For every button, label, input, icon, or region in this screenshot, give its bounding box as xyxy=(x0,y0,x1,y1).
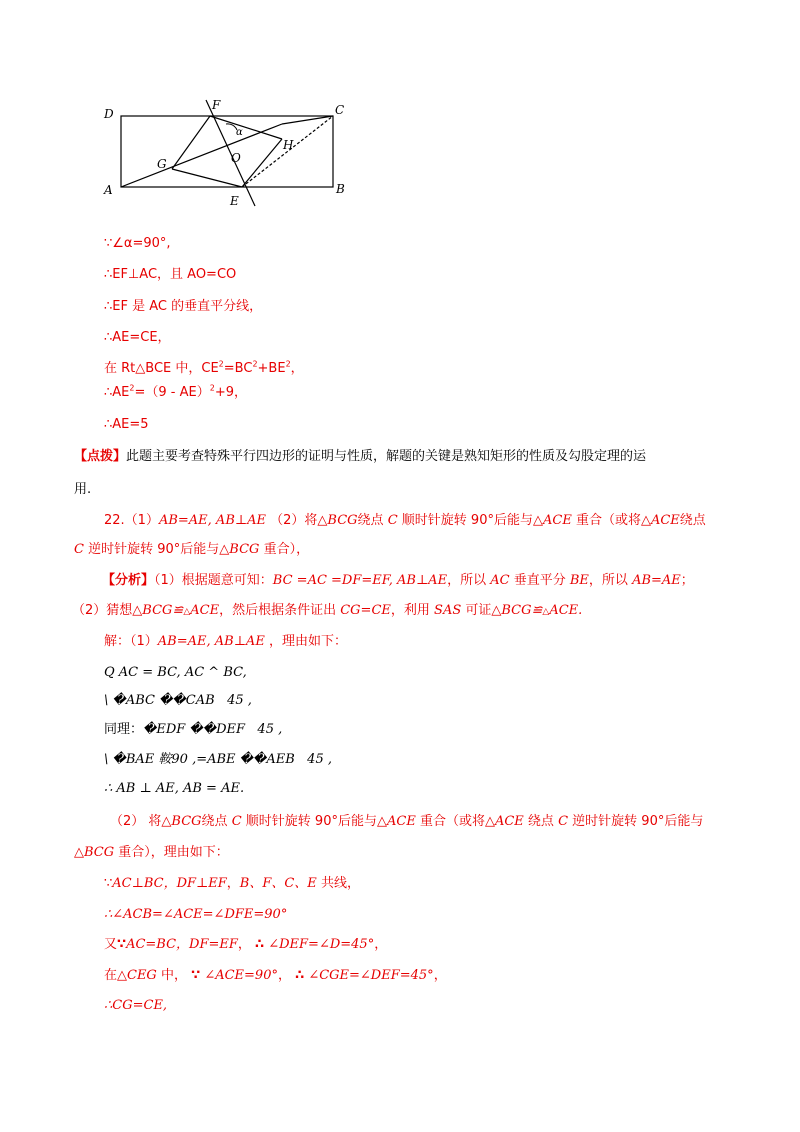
reason-line: ∴∠ACB=∠ACE=∠DFE=90° xyxy=(104,907,288,922)
text-line: $\therefore AE^2=(9 - AE)^2+9$， xyxy=(104,383,247,400)
text-line: ∴EF 是 AC 的垂直平分线， xyxy=(104,299,263,314)
label-g: G xyxy=(157,157,167,171)
reason-line: ∵AC⊥BC，DF⊥EF，B、F、C、E 共线， xyxy=(104,876,360,891)
question-22-line-2: C 逆时针旋转 90°后能与△BCG 重合）， xyxy=(74,542,310,557)
reason-line: 又∵AC=BC，DF=EF， ∴ ∠DEF=∠D=45°， xyxy=(104,937,388,952)
question-22-line: 22.（1）AB=AE, AB⊥AE （2）将△BCG绕点 C 顺时针旋转 90°后能与△ACE 重合（或将△ACE绕点 xyxy=(104,513,706,528)
tip-line: 【点拨】此题主要考查特殊平行四边形的证明与性质，解题的关键是熟知矩形的性质及勾股定理的运 xyxy=(74,449,647,464)
label-b: B xyxy=(336,182,345,196)
reason-line: 在△CEG 中， ∵ ∠ACE=90°， ∴ ∠CGE=∠DEF=45°， xyxy=(104,968,447,983)
diagonal-ac-tail xyxy=(282,116,333,124)
text-line: ∴EF⊥AC，且 AO=CO xyxy=(104,267,237,282)
label-alpha: α xyxy=(236,127,243,138)
analysis-line-2: （2）猜想△BCG≌△ACE，然后根据条件证出 CG=CE，利用 SAS 可证△BCG≌△ACE. xyxy=(72,603,583,618)
math-line: ∴ AB ⊥ AE, AB = AE. xyxy=(104,781,245,796)
text-line: ∴AE=5 xyxy=(104,417,149,432)
text-line: ∵∠α=90°, xyxy=(104,236,171,251)
diagonal-ac xyxy=(121,124,282,187)
geometry-figure xyxy=(100,96,360,210)
tip-line-end: 用. xyxy=(74,482,92,497)
reason-line: ∴CG=CE, xyxy=(104,998,168,1013)
segment-he xyxy=(242,139,282,187)
solution-line: 解：（1）AB=AE, AB⊥AE ，理由如下： xyxy=(104,634,347,649)
math-line: \ �ABC ��CAB 45 , xyxy=(104,693,252,708)
label-f: F xyxy=(212,98,221,112)
label-a: A xyxy=(104,183,113,197)
label-d: D xyxy=(104,107,114,121)
analysis-line: 【分析】（1）根据题意可知：BC =AC =DF=EF, AB⊥AE，所以 AC 垂直平分 BE，所以 AB=AE； xyxy=(102,573,694,588)
rectangle-abcd xyxy=(121,116,333,187)
text-line: ∴AE=CE， xyxy=(104,330,171,345)
segment-fg xyxy=(172,116,210,169)
math-line: \ �BAE 鞍90 ,=ABE ��AEB 45 , xyxy=(104,752,332,767)
math-line: 同理：�EDF ��DEF 45 , xyxy=(104,722,283,737)
label-o: O xyxy=(231,151,241,165)
segment-ge xyxy=(172,169,242,187)
part-2-line-2: △BCG 重合），理由如下： xyxy=(74,845,229,860)
label-h: H xyxy=(283,138,294,152)
rectangle-diagram xyxy=(100,96,360,210)
label-c: C xyxy=(335,103,345,117)
part-2-line: （2） 将△BCG绕点 C 顺时针旋转 90°后能与△ACE 重合（或将△ACE 绕点 C 逆时针旋转 90°后能与 xyxy=(110,814,704,829)
segment-fh xyxy=(210,116,282,139)
math-line: Q AC = BC, AC ^ BC, xyxy=(104,665,247,680)
text-line: 在 Rt△BCE 中，$CE^2=BC^2+BE^2$， xyxy=(104,359,304,376)
label-e: E xyxy=(230,194,239,208)
